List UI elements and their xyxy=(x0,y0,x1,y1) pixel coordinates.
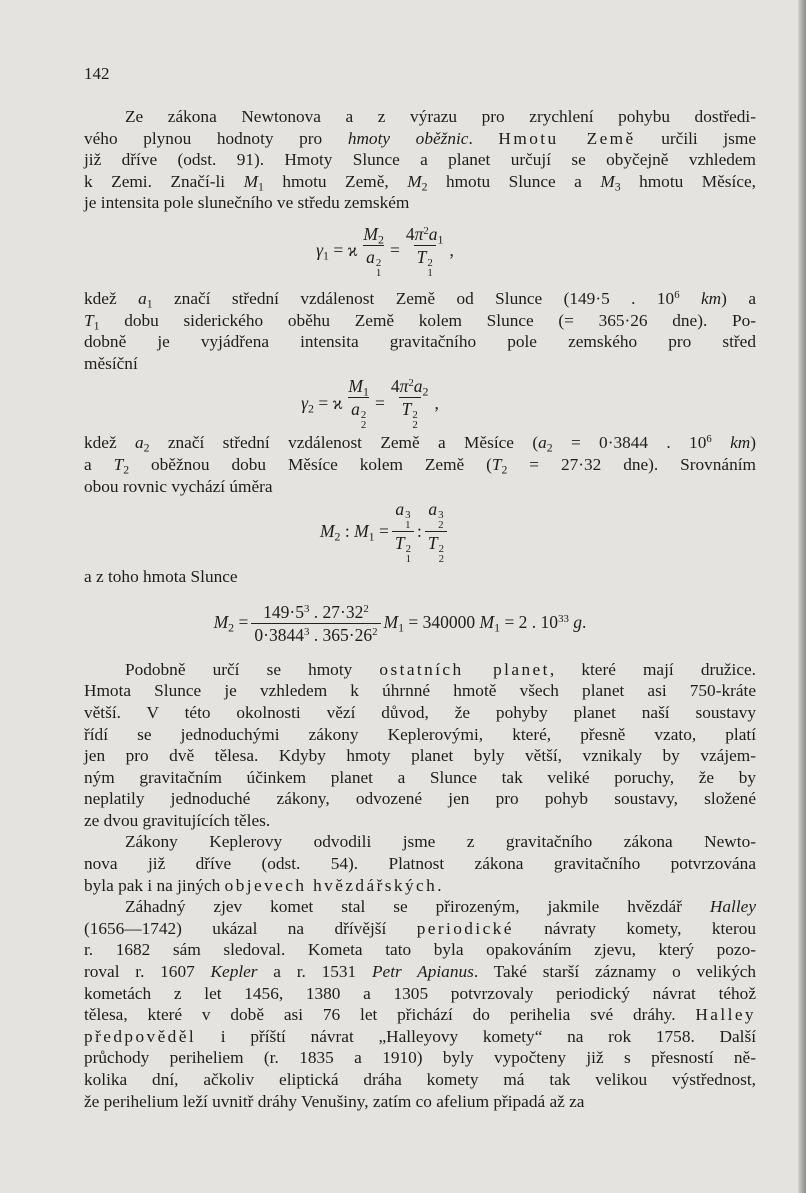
subscript: 2 xyxy=(438,518,444,531)
equation-term xyxy=(214,612,249,634)
subscript: 1 xyxy=(437,232,444,247)
text-run: . xyxy=(582,612,587,633)
text-run: dobu siderického oběhu Země kolem Slunce (= 365·26 dne). Po- xyxy=(99,310,756,330)
text-run: větší. V této okolnosti vězí důvod, že pohyby planet naší soustavy xyxy=(84,702,756,722)
italic-text: π xyxy=(414,223,424,244)
subscript: 1 xyxy=(93,319,100,333)
text-run: jen pro dvě tělesa. Kdyby hmoty planet byly větší, vznikaly by vzájem- xyxy=(84,746,756,766)
text-run: : xyxy=(417,520,422,541)
italic-text: Kepler xyxy=(210,962,258,982)
italic-text: hmoty oběžnic xyxy=(347,128,469,148)
text-run: (1656—1742) ukázal na dřívější xyxy=(84,918,417,938)
subscript: 1 xyxy=(146,297,153,311)
text-line xyxy=(84,454,756,476)
italic-text: T xyxy=(84,310,94,330)
equation xyxy=(84,497,756,566)
text-line xyxy=(84,106,756,128)
text-run: = xyxy=(389,240,400,261)
italic-text: a xyxy=(413,376,423,397)
subscript: 2 xyxy=(412,419,418,432)
text-line xyxy=(84,149,756,171)
italic-text: T xyxy=(394,533,405,554)
italic-text: a xyxy=(138,288,147,308)
text-line xyxy=(84,788,756,810)
superscript: 33 xyxy=(558,613,569,626)
text-run: = 340000 xyxy=(404,612,480,633)
text-run: 4 xyxy=(390,376,400,397)
fraction xyxy=(251,602,380,645)
paragraph xyxy=(84,659,756,832)
equation-term xyxy=(434,393,438,415)
text-line xyxy=(84,1026,756,1048)
superscript: 2 xyxy=(412,408,418,421)
text-line xyxy=(84,192,756,214)
spaced-emphasis: Halley xyxy=(695,1005,756,1025)
text-run: měsíční xyxy=(84,353,138,373)
text-line xyxy=(84,831,756,853)
paragraph xyxy=(84,288,756,374)
italic-text: a xyxy=(538,433,547,453)
text-run: r. 1682 sám sledoval. Kometa tato byla opakováním zjevu, který pozo- xyxy=(84,940,756,960)
sup-sub-stack xyxy=(412,410,417,431)
subscript: 2 xyxy=(438,553,445,566)
fraction xyxy=(345,376,372,430)
subscript: 3 xyxy=(614,180,621,194)
italic-text: T xyxy=(401,399,412,420)
italic-text: M xyxy=(383,612,399,633)
text-run: . Také starší záznamy o velikých xyxy=(473,962,757,982)
equation-term xyxy=(384,612,587,634)
text-run: kolika dní, ačkoliv eliptická dráha komety má tak velikou výstřednost, xyxy=(84,1070,756,1089)
text-line xyxy=(84,1004,756,1026)
subscript: 1 xyxy=(368,529,375,544)
equation-term xyxy=(375,393,385,415)
numerator xyxy=(388,376,432,397)
subscript: 2 xyxy=(378,232,384,247)
text-run: návraty komety, kterou xyxy=(513,918,756,938)
sup-sub-stack xyxy=(427,258,432,279)
text-run: Hmota Slunce je vzhledem k úhrnné hmotě všech planet asi 750-kráte xyxy=(84,681,756,701)
text-run: ze dvou gravitujících těles. xyxy=(84,810,271,830)
text-run: 149·5 xyxy=(263,601,304,622)
text-run: značí střední vzdálenost Země od Slunce (149·5 . 10 xyxy=(152,288,675,308)
text-run: ným gravitačním účinkem planet a Slunce tak veliké poruchy, že by xyxy=(84,767,756,787)
subscript: 1 xyxy=(363,384,369,399)
equation-term xyxy=(316,240,357,262)
text-run: kdež xyxy=(84,288,139,308)
text-run: = xyxy=(234,612,249,633)
superscript: 2 xyxy=(438,542,445,555)
italic-text: π xyxy=(399,376,409,397)
text-line xyxy=(84,983,756,1005)
text-run: ) xyxy=(750,433,756,453)
denominator xyxy=(425,531,447,564)
italic-text: T xyxy=(491,454,502,474)
text-run: Záhadný zjev komet stal se přirozeným, jakmile hvězdář xyxy=(125,897,710,917)
subscript: 1 xyxy=(405,553,412,566)
italic-text: M xyxy=(479,612,495,633)
subscript: 1 xyxy=(398,620,405,635)
superscript: 2 xyxy=(405,542,412,555)
text-run: = 2 . 10 xyxy=(500,612,559,633)
numerator xyxy=(345,376,372,397)
numerator xyxy=(360,224,387,245)
text-run: Podobně určí se hmoty xyxy=(125,659,380,679)
text-line xyxy=(84,918,756,940)
spaced-emphasis: předpověděl xyxy=(84,1026,197,1046)
text-run: značí střední vzdálenost Země a Měsíce ( xyxy=(149,433,539,453)
text-run: a r. 1531 xyxy=(257,962,372,982)
italic-text: a xyxy=(395,498,405,519)
text-run: kdež xyxy=(84,433,135,453)
page-number: 142 xyxy=(84,64,110,83)
text-run: . 27·32 xyxy=(309,601,364,622)
superscript: 3 xyxy=(438,508,444,521)
italic-text: T xyxy=(416,246,427,267)
text-run: průchody periheliem (r. 1835 a 1910) byly vypočteny již s přesností ně- xyxy=(84,1048,756,1068)
text-run: a xyxy=(84,454,114,474)
paragraph xyxy=(84,896,756,1112)
denominator xyxy=(399,397,421,430)
text-line xyxy=(84,288,756,310)
text-line xyxy=(84,875,756,897)
text-line xyxy=(84,939,756,961)
italic-text: a xyxy=(351,399,360,420)
denominator xyxy=(414,245,436,278)
superscript: 2 xyxy=(375,256,382,269)
text-run: , které mají družice. xyxy=(549,659,756,679)
text-line xyxy=(84,353,756,375)
text-line xyxy=(84,1047,756,1069)
text-line xyxy=(84,810,756,832)
text-line xyxy=(84,659,756,681)
text-line xyxy=(84,853,756,875)
equation-term xyxy=(320,521,389,543)
text-run: a z toho hmota Slunce xyxy=(84,567,238,587)
denominator xyxy=(251,623,380,645)
paragraph xyxy=(84,831,756,896)
italic-text: M xyxy=(348,376,363,397)
sup-sub-stack xyxy=(361,410,366,431)
text-run: 4 xyxy=(405,223,415,244)
text-run: tělesa, které v době asi 76 let přichází do perihelia své dráhy. xyxy=(84,1005,696,1025)
italic-text: T xyxy=(427,533,438,554)
text-run: = 0·3844 . 10 xyxy=(552,433,707,453)
text-run: = xyxy=(374,392,385,413)
subscript: 2 xyxy=(308,401,314,416)
text-line xyxy=(84,432,756,454)
text-run: vého plynou hodnoty pro xyxy=(84,128,348,148)
italic-text: T xyxy=(113,454,124,474)
text-line xyxy=(84,961,756,983)
text-run: byla pak i na jiných xyxy=(84,875,225,895)
text-run: . 365·26 xyxy=(309,624,373,645)
subscript: 1 xyxy=(494,620,501,635)
text-run: = 27·32 dne). Srovnáním xyxy=(507,454,756,474)
text-run: určili jsme xyxy=(635,128,756,148)
subscript: 1 xyxy=(427,266,433,279)
text-run: hmotu Měsíce, xyxy=(620,171,756,191)
sup-sub-stack xyxy=(438,510,443,531)
subscript: 1 xyxy=(258,180,264,194)
numerator xyxy=(425,499,446,531)
text-run: neplatily jednoduché zákony, odvozené jen pro pohyb soustavy, složené xyxy=(84,789,756,809)
italic-text: a xyxy=(366,246,375,267)
text-run: již dříve (odst. 91). Hmoty Slunce a planet určují se obyčejně vzhledem xyxy=(84,150,756,170)
italic-text: M xyxy=(354,520,369,541)
text-run: je intensita pole slunečního ve středu zemském xyxy=(84,193,410,213)
equation xyxy=(84,374,756,432)
italic-text: γ xyxy=(316,240,324,261)
italic-text: a xyxy=(134,433,144,453)
superscript: 2 xyxy=(372,625,378,638)
text-run: obou rovnic vychází úměra xyxy=(84,476,273,496)
text-line xyxy=(84,331,756,353)
sup-sub-stack xyxy=(376,258,381,279)
fraction xyxy=(403,224,447,278)
italic-text: km xyxy=(700,288,722,308)
denominator xyxy=(392,531,414,564)
text-line xyxy=(84,171,756,193)
page-body xyxy=(84,106,756,1112)
spaced-emphasis: ostatních planet xyxy=(379,659,550,679)
text-line xyxy=(84,767,756,789)
equation xyxy=(84,588,756,659)
superscript: 2 xyxy=(427,256,433,269)
superscript: 3 xyxy=(405,508,411,521)
italic-text: M xyxy=(213,612,229,633)
numerator xyxy=(392,499,413,531)
text-run: = xyxy=(374,520,389,541)
text-run: ) a xyxy=(721,288,756,308)
superscript: 2 xyxy=(363,602,369,615)
text-line xyxy=(84,702,756,724)
paragraph xyxy=(84,432,756,497)
text-run: . xyxy=(468,128,499,148)
text-run: Ze zákona Newtonova a z výrazu pro zrychlení pohybu dostředi- xyxy=(125,107,756,126)
fraction xyxy=(388,376,432,430)
text-run: kometách z let 1456, 1380 a 1305 potvrzovaly periodický návrat téhož xyxy=(84,983,756,1003)
denominator xyxy=(348,397,369,430)
superscript: 2 xyxy=(408,377,414,390)
text-run: k Zemi. Značí-li xyxy=(84,171,244,191)
italic-text: M xyxy=(319,520,335,541)
subscript: 1 xyxy=(405,518,411,531)
text-run: = ϰ xyxy=(314,392,343,413)
text-line xyxy=(84,896,756,918)
spaced-emphasis: objevech hvězdářských xyxy=(224,875,438,895)
text-run: hmotu Slunce a xyxy=(427,171,601,191)
text-run: oběžnou dobu Měsíce kolem Země ( xyxy=(129,454,492,474)
text-line xyxy=(84,310,756,332)
subscript: 2 xyxy=(228,620,235,635)
italic-text: a xyxy=(428,498,438,519)
subscript: 2 xyxy=(360,419,367,432)
superscript: 6 xyxy=(674,289,680,302)
paragraph xyxy=(84,566,756,588)
italic-text: g xyxy=(573,612,583,633)
equation-term xyxy=(301,393,342,415)
italic-text: M xyxy=(243,171,259,191)
page-edge-shadow xyxy=(798,0,806,1193)
numerator xyxy=(260,602,372,623)
italic-text: γ xyxy=(301,392,309,413)
subscript: 2 xyxy=(421,180,428,194)
text-run: roval r. 1607 xyxy=(84,962,211,982)
denominator xyxy=(363,245,384,278)
equation-term xyxy=(417,521,422,543)
spaced-emphasis: Hmotu Země xyxy=(498,128,636,148)
text-line xyxy=(84,680,756,702)
text-run: i příští návrat „Halleyovy komety“ na rok 1758. Další xyxy=(196,1026,756,1046)
spaced-emphasis: periodické xyxy=(416,918,514,938)
text-run: Zákony Keplerovy odvodili jsme z gravitačního zákona Newto- xyxy=(125,832,756,852)
sup-sub-stack xyxy=(406,544,411,565)
equation-term xyxy=(390,240,400,262)
fraction xyxy=(425,499,447,565)
equation xyxy=(84,214,756,288)
text-line xyxy=(84,128,756,150)
superscript: 2 xyxy=(360,408,367,421)
text-run: dobně je vyjádřena intensita gravitačního pole zemského pro střed xyxy=(84,332,756,352)
text-run: 0·3844 xyxy=(254,624,304,645)
fraction xyxy=(392,499,414,565)
text-run: , xyxy=(449,240,454,261)
superscript: 3 xyxy=(303,625,310,638)
subscript: 2 xyxy=(546,441,553,455)
text-run: : xyxy=(340,520,355,541)
subscript: 2 xyxy=(143,441,150,455)
text-run: hmotu Země, xyxy=(263,171,408,191)
subscript: 1 xyxy=(375,266,382,279)
italic-text: M xyxy=(600,171,615,191)
text-run xyxy=(680,289,701,308)
italic-text: Halley xyxy=(709,897,756,917)
subscript: 2 xyxy=(123,463,130,477)
text-run: nova již dříve (odst. 54). Platnost zákona gravitačního potvrzována xyxy=(84,854,756,874)
text-run: řídí se jednoduchými zákony Keplerovými, které, přesně vzato, platí xyxy=(84,724,756,744)
superscript: 2 xyxy=(423,224,429,237)
text-run: , xyxy=(434,392,439,413)
paragraph xyxy=(84,106,756,214)
text-line xyxy=(84,566,756,588)
text-line xyxy=(84,745,756,767)
equation-term xyxy=(449,240,453,262)
subscript: 2 xyxy=(501,463,508,477)
italic-text: km xyxy=(730,433,751,453)
text-line xyxy=(84,1091,756,1113)
text-run: = ϰ xyxy=(329,240,358,261)
italic-text: M xyxy=(363,223,378,244)
superscript: 3 xyxy=(303,602,310,615)
italic-text: a xyxy=(428,223,438,244)
italic-text: M xyxy=(407,171,422,191)
sup-sub-stack xyxy=(405,510,410,531)
subscript: 2 xyxy=(334,529,341,544)
text-run: že perihelium leží uvnitř dráhy Venušiny, zatím co afelium připadá až za xyxy=(84,1091,585,1111)
superscript: 6 xyxy=(706,433,712,446)
text-line xyxy=(84,476,756,498)
fraction xyxy=(360,224,387,278)
subscript: 2 xyxy=(422,384,429,399)
text-line xyxy=(84,724,756,746)
subscript: 1 xyxy=(323,248,329,263)
italic-text: Petr Apianus xyxy=(371,962,474,982)
sup-sub-stack xyxy=(439,544,444,565)
text-run: . xyxy=(437,875,442,895)
text-line xyxy=(84,1069,756,1091)
text-run xyxy=(712,433,730,452)
numerator xyxy=(403,224,447,245)
